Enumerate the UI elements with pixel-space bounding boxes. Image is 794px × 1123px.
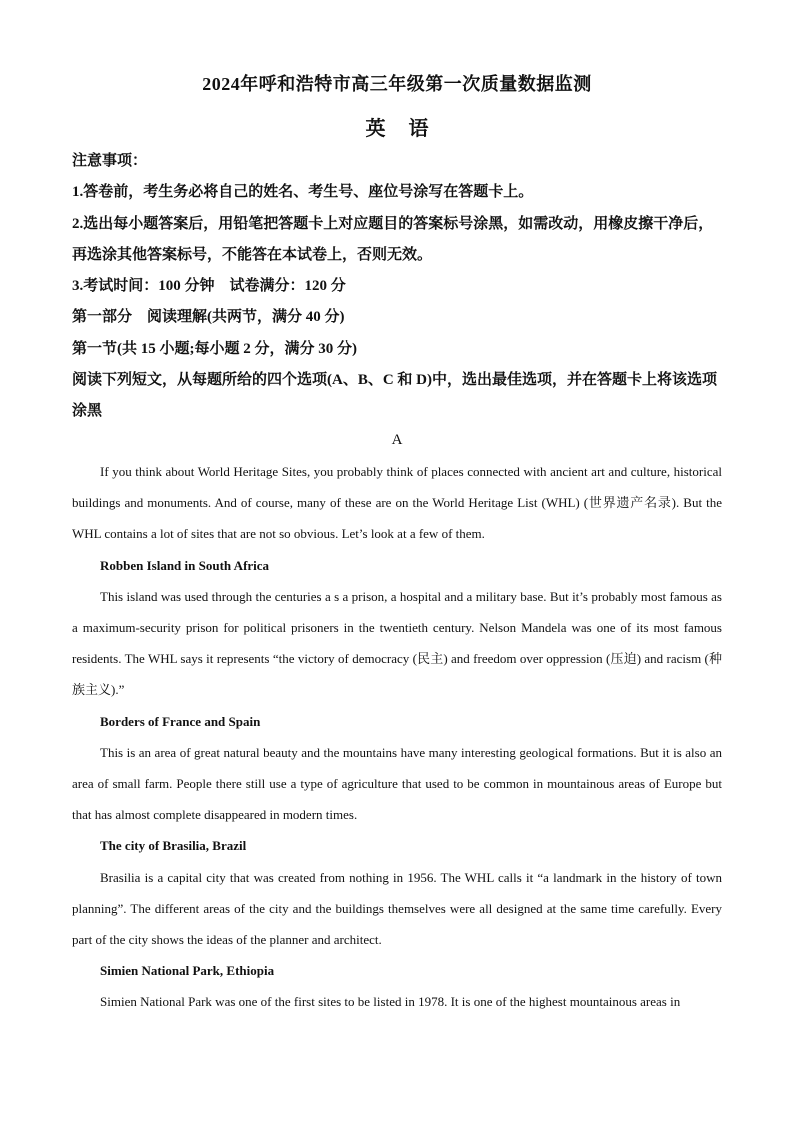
- site-text-brasilia: Brasilia is a capital city that was created from nothing in 1956. The WHL calls it “a landmark in the history of town planning”. The different areas of the city and the buildings themselves were all designed at the same time carefully. Every part of the city shows the ideas of the planner and architect.: [72, 869, 722, 948]
- reading-instruction: 阅读下列短文，从每题所给的四个选项(A、B、C 和 D)中，选出最佳选项，并在答题卡上将该选项涂黑: [72, 372, 717, 420]
- site-heading-robben-island: Robben Island in South Africa: [100, 557, 270, 573]
- site-text-france-spain: This is an area of great natural beauty and the mountains have many interesting geological formations. But it is also an area of small farm. People there still use a type of agriculture that used to be common in mountainous areas of Europe but that has almost complete disappeared in modern times.: [72, 744, 722, 823]
- site-heading-simien: Simien National Park, Ethiopia: [100, 963, 275, 979]
- subject-title: 英 语: [365, 118, 429, 140]
- section-one-heading: 第一节(共 15 小题;每小题 2 分，满分 30 分): [72, 340, 357, 357]
- notice-item-3: 3.考试时间：100 分钟 试卷满分：120 分: [72, 278, 346, 295]
- site-text-simien: Simien National Park was one of the first sites to be listed in 1978. It is one of the highest mountainous areas in: [100, 994, 681, 1010]
- notice-heading: 注意事项：: [72, 153, 148, 169]
- passage-label: A: [391, 432, 403, 448]
- exam-notice: [72, 146, 722, 428]
- passage-intro: If you think about World Heritage Sites, you probably think of places connected with ancient art and culture, historical buildings and monuments. And of course, many of these are on the World Heritage List (WHL) (世界遗产名录). But the WHL contains a lot of sites that are not so obvious. Let’s look at a few of them.: [72, 464, 722, 542]
- site-heading-france-spain: Borders of France and Spain: [100, 713, 261, 729]
- site-text-robben-island: This island was used through the centuries a s a prison, a hospital and a military base. But it’s probably most famous as a maximum-security prison for political prisoners in the twentieth century. Nelson Mandela was one of its most famous residents. The WHL says it represents “the victory of democracy (民主) and freedom over oppression (压迫) and racism (种族主义).”: [72, 588, 722, 698]
- exam-title: 2024年呼和浩特市高三年级第一次质量数据监测: [202, 74, 592, 94]
- notice-item-2: 2.选出每小题答案后，用铅笔把答题卡上对应题目的答案标号涂黑，如需改动，用橡皮擦干净后，再选涂其他答案标号，不能答在本试卷上，否则无效。: [72, 215, 714, 263]
- notice-item-1: 1.答卷前，考生务必将自己的姓名、考生号、座位号涂写在答题卡上。: [72, 184, 534, 201]
- site-heading-brasilia: The city of Brasilia, Brazil: [100, 838, 247, 854]
- part-one-heading: 第一部分 阅读理解(共两节，满分 40 分): [72, 309, 345, 326]
- passage-a: [72, 456, 722, 1018]
